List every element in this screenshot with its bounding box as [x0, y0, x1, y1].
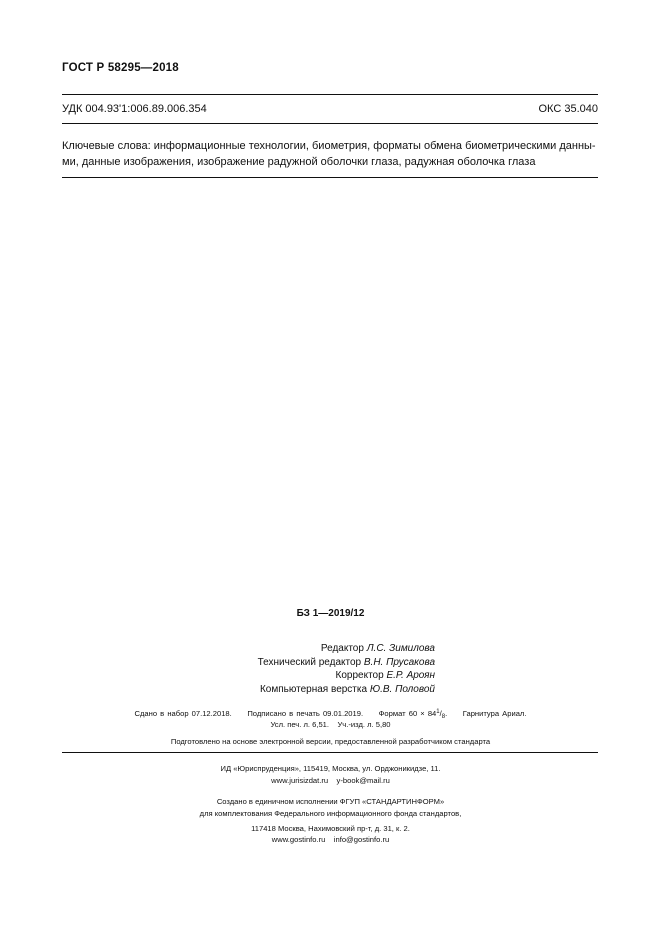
typeface: Гарнитура Ариал. [462, 709, 527, 718]
sent-date: Сдано в набор 07.12.2018. [134, 709, 232, 718]
publisher-contacts: www.jurisizdat.ru y-book@mail.ru [271, 775, 390, 785]
credit-name: Е.Р. Ароян [386, 670, 435, 682]
edition-sheets: Уч.-изд. л. 5,80 [337, 720, 391, 729]
standard-number: ГОСТ Р 58295—2018 [62, 62, 179, 74]
gost-address: 117418 Москва, Нахимовский пр-т, д. 31, к. 2. [251, 823, 410, 833]
keywords-line-1: Ключевые слова: информационные технологии, биометрия, форматы обмена биометрическими данны- [62, 140, 596, 152]
credit-layout [230, 683, 435, 697]
udk-code: УДК 004.93'1:006.89.006.354 [62, 103, 207, 115]
format-denominator: 8 [441, 714, 446, 720]
credit-tech-editor [230, 656, 435, 670]
prepared-note: Подготовлено на основе электронной версии, предоставленной разработчиком стандарта [170, 737, 491, 746]
gost-created: Создано в единичном исполнении ФГУП «СТАНДАРТИНФОРМ» [216, 797, 445, 806]
printing-line-2 [0, 720, 661, 729]
credit-name: Л.С. Зимилова [366, 643, 435, 654]
udk-divider [62, 123, 598, 124]
format-numerator: 1 [436, 709, 440, 715]
top-divider [62, 94, 598, 95]
printing-line-1 [0, 709, 661, 720]
oks-code: ОКС 35.040 [538, 103, 598, 115]
gost-contacts: www.gostinfo.ru info@gostinfo.ru [271, 835, 390, 845]
format-prefix: Формат 60 × 84 [378, 709, 437, 718]
print-sheets: Усл. печ. л. 6,51. [270, 720, 330, 729]
gost-fund: для комплектования Федерального информационного фонда стандартов, [199, 808, 462, 818]
keywords-line-2: ми, данные изображения, изображение радужной оболочки глаза, радужная оболочка глаза [62, 155, 536, 168]
signed-date: Подписано в печать 09.01.2019. [247, 709, 364, 718]
gost-block [0, 796, 661, 846]
publisher-address: ИД «Юриспруденция», 115419, Москва, ул. Орджоникидзе, 11. [220, 764, 441, 773]
credit-role: Редактор [320, 643, 364, 654]
credit-role: Технический редактор [257, 656, 362, 668]
paper-format: Формат $60 \times 84^1/_8$. [378, 709, 448, 720]
credit-editor [230, 642, 435, 656]
imprint-divider [62, 752, 598, 753]
credit-name: В.Н. Прусакова [363, 656, 435, 668]
credits-block [230, 642, 435, 696]
credit-proofreader [230, 669, 435, 683]
bz-number: БЗ 1—2019/12 [296, 608, 365, 619]
keywords-block [62, 139, 598, 170]
publisher-block [0, 763, 661, 787]
credit-role: Компьютерная верстка [259, 683, 368, 695]
credit-name: Ю.В. Половой [369, 683, 435, 695]
credit-role: Корректор [335, 670, 384, 682]
keywords-divider [62, 177, 598, 178]
